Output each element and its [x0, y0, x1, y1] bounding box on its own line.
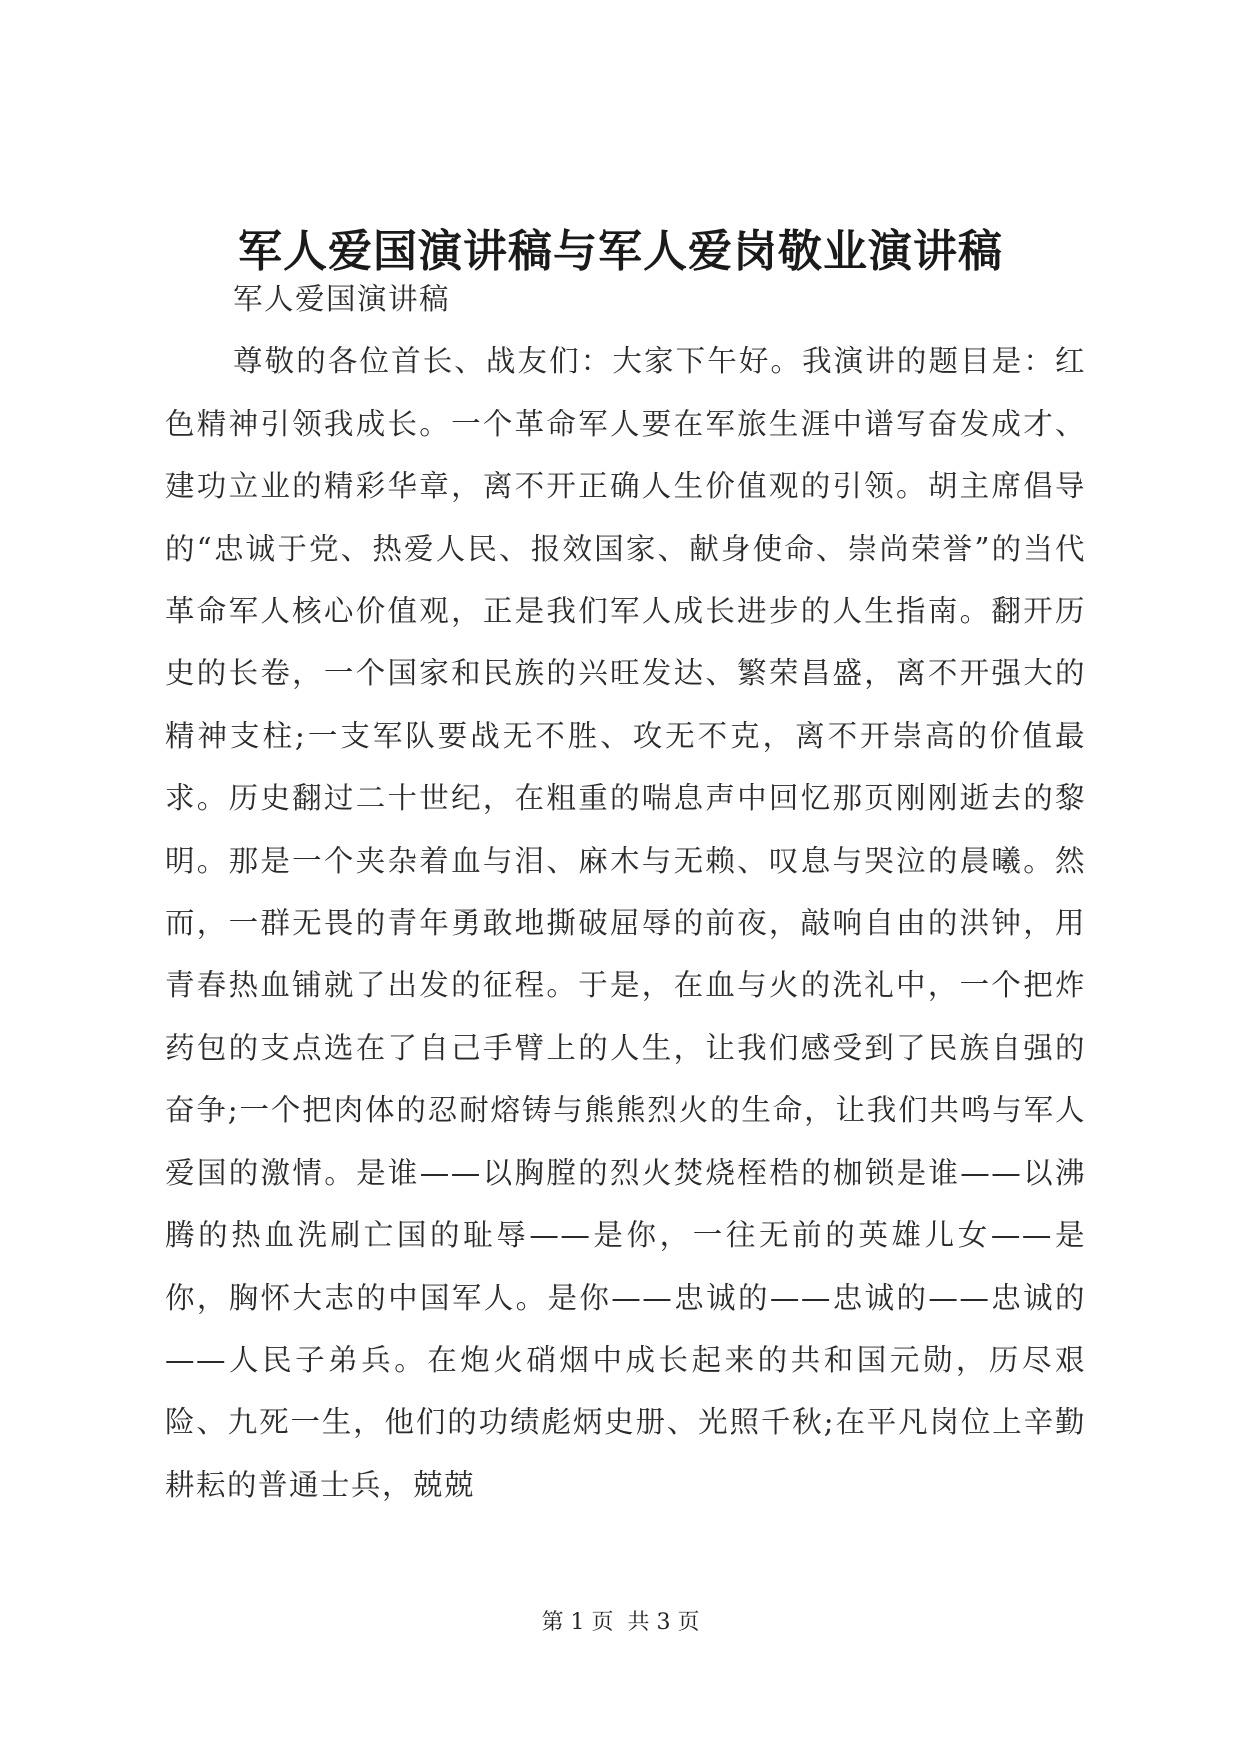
body-paragraph: 尊敬的各位首长、战友们：大家下午好。我演讲的题目是：红色精神引领我成长。一个革命军人要在军旅生涯中谱写奋发成才、建功立业的精彩华章，离不开正确人生价值观的引领。胡主席倡导的“忠诚于党、热爱人民、报效国家、献身使命、崇尚荣誉”的当代革命军人核心价值观，正是我们军人成长进步的人生指南。翻开历史的长卷，一个国家和民族的兴旺发达、繁荣昌盛，离不开强大的精神支柱;一支军队要战无不胜、攻无不克，离不开崇高的价值最求。历史翻过二十世纪，在粗重的喘息声中回忆那页刚刚逝去的黎明。那是一个夹杂着血与泪、麻木与无赖、叹息与哭泣的晨曦。然而，一群无畏的青年勇敢地撕破屈辱的前夜，敲响自由的洪钟，用青春热血铺就了出发的征程。于是，在血与火的洗礼中，一个把炸药包的支点选在了自己手臂上的人生，让我们感受到了民族自强的奋争;一个把肉体的忍耐熔铸与熊熊烈火的生命，让我们共鸣与军人爱国的激情。是谁——以胸膛的烈火焚烧桎梏的枷锁是谁——以沸腾的热血洗刷亡国的耻辱——是你，一往无前的英雄儿女——是你，胸怀大志的中国军人。是你——忠诚的——忠诚的——忠诚的——人民子弟兵。在炮火硝烟中成长起来的共和国元勋，历尽艰险、九死一生，他们的功绩彪炳史册、光照千秋;在平凡岗位上辛勤耕耘的普通士兵，兢兢	[165, 344, 1086, 1502]
document-title: 军人爱国演讲稿与军人爱岗敬业演讲稿	[238, 226, 1003, 277]
page-footer	[0, 1608, 1241, 1638]
section-subtitle: 军人爱国演讲稿	[233, 282, 451, 316]
page-number-label: 第 1 页 共 3 页	[541, 1610, 700, 1635]
document-body	[165, 268, 1086, 1516]
